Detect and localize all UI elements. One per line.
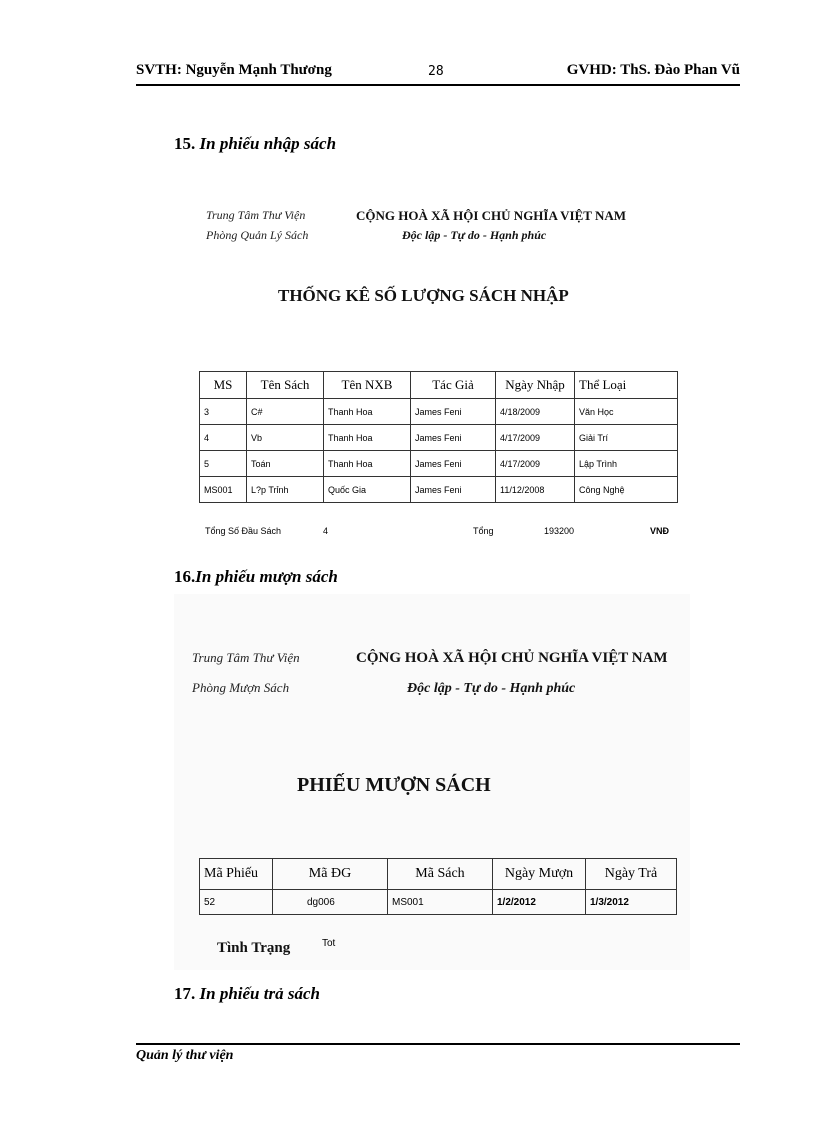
col-header: Ngày Trả — [586, 859, 677, 890]
form1-org-line1: Trung Tâm Thư Viện — [206, 208, 306, 222]
form2-org-line2: Phòng Mượn Sách — [192, 680, 290, 695]
cell: Công Nghệ — [575, 477, 678, 503]
cell: Thanh Hoa — [324, 399, 411, 425]
section-16-heading: 16.In phiếu mượn sách — [174, 567, 338, 586]
form1-org-line2: Phòng Quản Lý Sách — [206, 228, 309, 242]
form2-org-line1: Trung Tâm Thư Viện — [192, 650, 300, 665]
form2-motto: Độc lập - Tự do - Hạnh phúc — [407, 681, 576, 696]
student-name: SVTH: Nguyễn Mạnh Thương — [136, 62, 332, 78]
cell: James Feni — [411, 425, 496, 451]
count-value: 4 — [323, 526, 329, 536]
cell: 3 — [200, 399, 247, 425]
cell: Thanh Hoa — [324, 451, 411, 477]
cell: Toán — [247, 451, 324, 477]
cell: Thanh Hoa — [324, 425, 411, 451]
total-label: Tổng — [473, 526, 494, 536]
cell: Vb — [247, 425, 324, 451]
cell: 4 — [200, 425, 247, 451]
col-header: Tên Sách — [247, 372, 324, 399]
supervisor-name: GVHD: ThS. Đào Phan Vũ — [566, 62, 740, 78]
cell: James Feni — [411, 399, 496, 425]
section-17-heading: 17. In phiếu trả sách — [174, 984, 320, 1003]
cell: Quốc Gia — [324, 477, 411, 503]
col-header: Mã Sách — [388, 859, 493, 890]
col-header: Tác Giả — [411, 372, 496, 399]
table-row — [200, 890, 677, 915]
cell: Giải Trí — [575, 425, 678, 451]
cell: MS001 — [388, 890, 493, 915]
col-header: Ngày Nhập — [496, 372, 575, 399]
count-label: Tổng Số Đầu Sách — [205, 526, 282, 536]
col-header: Mã ĐG — [273, 859, 388, 890]
cell: 52 — [200, 890, 273, 915]
col-header: Tên NXB — [324, 372, 411, 399]
form2-nation: CỘNG HOÀ XÃ HỘI CHỦ NGHĨA VIỆT NAM — [356, 650, 668, 666]
cell: 4/17/2009 — [496, 425, 575, 451]
cell: 11/12/2008 — [496, 477, 575, 503]
footer-rule — [136, 1043, 740, 1045]
col-header: MS — [200, 372, 247, 399]
form1-motto: Độc lập - Tự do - Hạnh phúc — [402, 228, 547, 242]
section-15-heading: 15. In phiếu nhập sách — [174, 134, 337, 153]
table-row — [200, 425, 678, 451]
cell: James Feni — [411, 477, 496, 503]
form1-title: THỐNG KÊ SỐ LƯỢNG SÁCH NHẬP — [278, 286, 569, 305]
cell: James Feni — [411, 451, 496, 477]
col-header: Ngày Mượn — [493, 859, 586, 890]
page-number: 28 — [428, 64, 444, 79]
import-table — [199, 371, 678, 503]
cell: 4/17/2009 — [496, 451, 575, 477]
col-header: Thể Loại — [575, 372, 678, 399]
cell: MS001 — [200, 477, 247, 503]
table-header-row — [200, 859, 677, 890]
cell: 1/3/2012 — [586, 890, 677, 915]
page-header — [136, 60, 740, 86]
cell: 5 — [200, 451, 247, 477]
status-value: Tot — [322, 938, 336, 949]
cell: 4/18/2009 — [496, 399, 575, 425]
cell: Lập Trình — [575, 451, 678, 477]
total-value: 193200 — [544, 526, 575, 536]
form1-nation: CỘNG HOÀ XÃ HỘI CHỦ NGHĨA VIỆT NAM — [356, 208, 627, 223]
table-row — [200, 477, 678, 503]
cell: C# — [247, 399, 324, 425]
table-row — [200, 451, 678, 477]
loan-table — [199, 858, 677, 915]
currency-label: VNĐ — [650, 526, 670, 536]
cell: 1/2/2012 — [493, 890, 586, 915]
table-header-row — [200, 372, 678, 399]
footer-text: Quản lý thư viện — [136, 1048, 234, 1063]
cell: Văn Học — [575, 399, 678, 425]
status-label: Tình Trạng — [217, 940, 291, 956]
cell: dg006 — [273, 890, 388, 915]
cell: L?p Trỉnh — [247, 477, 324, 503]
col-header: Mã Phiếu — [200, 859, 273, 890]
form2-title: PHIẾU MƯỢN SÁCH — [297, 774, 491, 796]
table-row — [200, 399, 678, 425]
